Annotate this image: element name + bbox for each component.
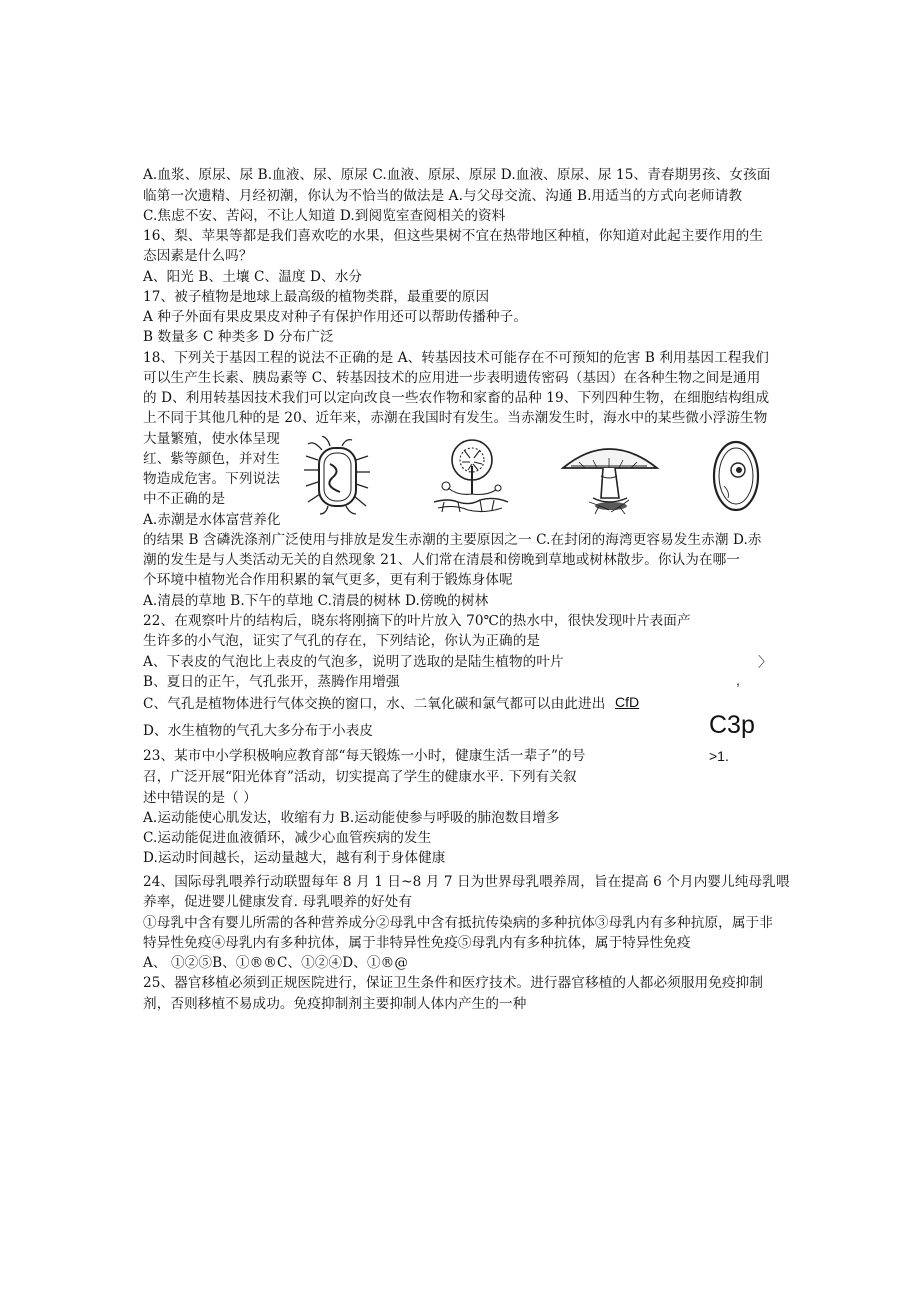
cell-figure — [708, 436, 764, 516]
text-line: 16、梨、苹果等都是我们喜欢吃的水果，但这些果树不宜在热带地区种植，你知道对此起主要作用的生 — [143, 228, 764, 244]
text-line: C、气孔是植物体进行气体交换的窗口，水、二氧化碳和氯气都可以由此进出 — [143, 696, 606, 712]
text-line: 物造成危害。下列说法 — [143, 471, 280, 487]
text-line: 养率，促进婴儿健康发育. 母乳喂养的好处有 — [143, 894, 413, 910]
text-line: 生许多的小气泡，证实了气孔的存在，下列结论，你认为正确的是 — [143, 633, 541, 649]
text-line: 可以生产生长素、胰岛素等 C、转基因技术的应用进一步表明遗传密码（基因）在各种生物之间是通用 — [143, 370, 761, 386]
text-line: D.运动时间越长，运动量越大，越有利于身体健康 — [143, 850, 446, 866]
text-line: A、 ①②⑤B、①®®C、①②④D、①®@ — [143, 955, 409, 971]
text-line: A.清晨的草地 B.下午的草地 C.清晨的树林 D.傍晚的树林 — [143, 593, 489, 609]
text-line: 态因素是什么吗？ — [143, 248, 253, 264]
stray-comma: , — [736, 672, 740, 688]
text-line: 述中错误的是（ ） — [143, 790, 257, 806]
fungus-figure — [428, 436, 512, 516]
text-line: C.焦虑不安、苦闷，不让人知道 D.到阅览室查阅相关的资料 — [143, 208, 506, 224]
text-line: D、水生植物的气孔大多分布于小表皮 — [143, 723, 374, 739]
text-line: B、夏日的正午，气孔张开，蒸腾作用增强 — [143, 674, 400, 690]
text-line: 潮的发生是与人类活动无关的自然现象 21、人们常在清晨和傍晚到草地或树林散步。你认为在哪一 — [143, 552, 741, 568]
text-line: 中不正确的是 — [143, 491, 226, 507]
stray-text-gt1: >1. — [709, 748, 729, 764]
text-line: 18、下列关于基因工程的说法不正确的是 A、转基因技术可能存在不可预知的危害 B 利用基因工程我们 — [143, 350, 769, 366]
text-line: A 种子外面有果皮果皮对种子有保护作用还可以帮助传播种子。 — [143, 309, 528, 325]
text-line: 25、器官移植必须到正规医院进行，保证卫生条件和医疗技术。进行器官移植的人都必须服用免疫抑制 — [143, 975, 764, 991]
stray-chevron: 〉 — [758, 654, 772, 670]
text-line: 个环境中植物光合作用积累的氧气更多，更有利于锻炼身体呢 — [143, 572, 513, 588]
text-line: 17、被子植物是地球上最高级的植物类群，最重要的原因 — [143, 289, 490, 305]
text-line: A、下表皮的气泡比上表皮的气泡多，说明了选取的是陆生植物的叶片 — [143, 654, 564, 670]
text-line: 的 D、利用转基因技术我们可以定向改良一些农作物和家畜的品种 19、下列四种生物，在细胞结构组成 — [143, 390, 770, 406]
text-line: 上不同于其他几种的是 20、近年来，赤潮在我国时有发生。当赤潮发生时，海水中的某些微小浮游生物 — [143, 410, 768, 426]
text-line: 剂，否则移植不易成功。免疫抑制剂主要抑制人体内产生的一种 — [143, 996, 527, 1012]
text-line: 大量繁殖，使水体呈现 — [143, 431, 280, 447]
text-line: 24、国际母乳喂养行动联盟每年 8 月 1 日~8 月 7 日为世界母乳喂养周，旨在提高 6 个月内婴儿纯母乳喂 — [143, 874, 790, 890]
text-line: 临第一次遗精、月经初潮，你认为不恰当的做法是 A.与父母交流、沟通 B.用适当的方式向老师请教 — [143, 188, 743, 204]
mushroom-figure — [559, 436, 661, 516]
text-line: 23、某市中小学积极响应教育部“每天锻炼一小时，健康生活一辈子”的号 — [143, 748, 586, 764]
stray-text-cfd: CfD — [615, 694, 640, 710]
text-line: ①母乳中含有婴儿所需的各种营养成分②母乳中含有抵抗传染病的多种抗体③母乳内有多种抗原，属于非 — [143, 915, 773, 931]
stray-text-c3p: C3p — [709, 711, 755, 739]
text-line: A.运动能使心肌发达，收缩有力 B.运动能使参与呼吸的肺泡数目增多 — [143, 810, 560, 826]
text-line: 红、紫等颜色，并对生 — [143, 451, 280, 467]
text-line: 特异性免疫④母乳内有多种抗体，属于非特异性免疫⑤母乳内有多种抗体，属于特异性免疫 — [143, 935, 691, 951]
text-line: B 数量多 C 种类多 D 分布广泛 — [143, 329, 334, 345]
text-line: 22、在观察叶片的结构后，晓东将刚摘下的叶片放入 70℃的热水中，很快发现叶片表面产 — [143, 613, 691, 629]
text-line: A、阳光 B、土壤 C、温度 D、水分 — [143, 269, 363, 285]
text-line: A.血浆、原尿、尿 B.血液、尿、原尿 C.血液、原尿、原尿 D.血液、原尿、尿 15、青春期男孩、女孩面 — [143, 167, 771, 183]
text-line: 的结果 B 含磷洗涤剂广泛使用与排放是发生赤潮的主要原因之一 C.在封闭的海湾更容易发生赤潮 D.赤 — [143, 532, 762, 548]
text-line: A.赤潮是水体富营养化 — [143, 512, 281, 528]
text-line: C.运动能促进血液循环，减少心血管疾病的发生 — [143, 830, 432, 846]
text-line: 召，广泛开展“阳光体育”活动，切实提高了学生的健康水平. 下列有关叙 — [143, 769, 577, 785]
bacterium-figure — [302, 436, 374, 516]
